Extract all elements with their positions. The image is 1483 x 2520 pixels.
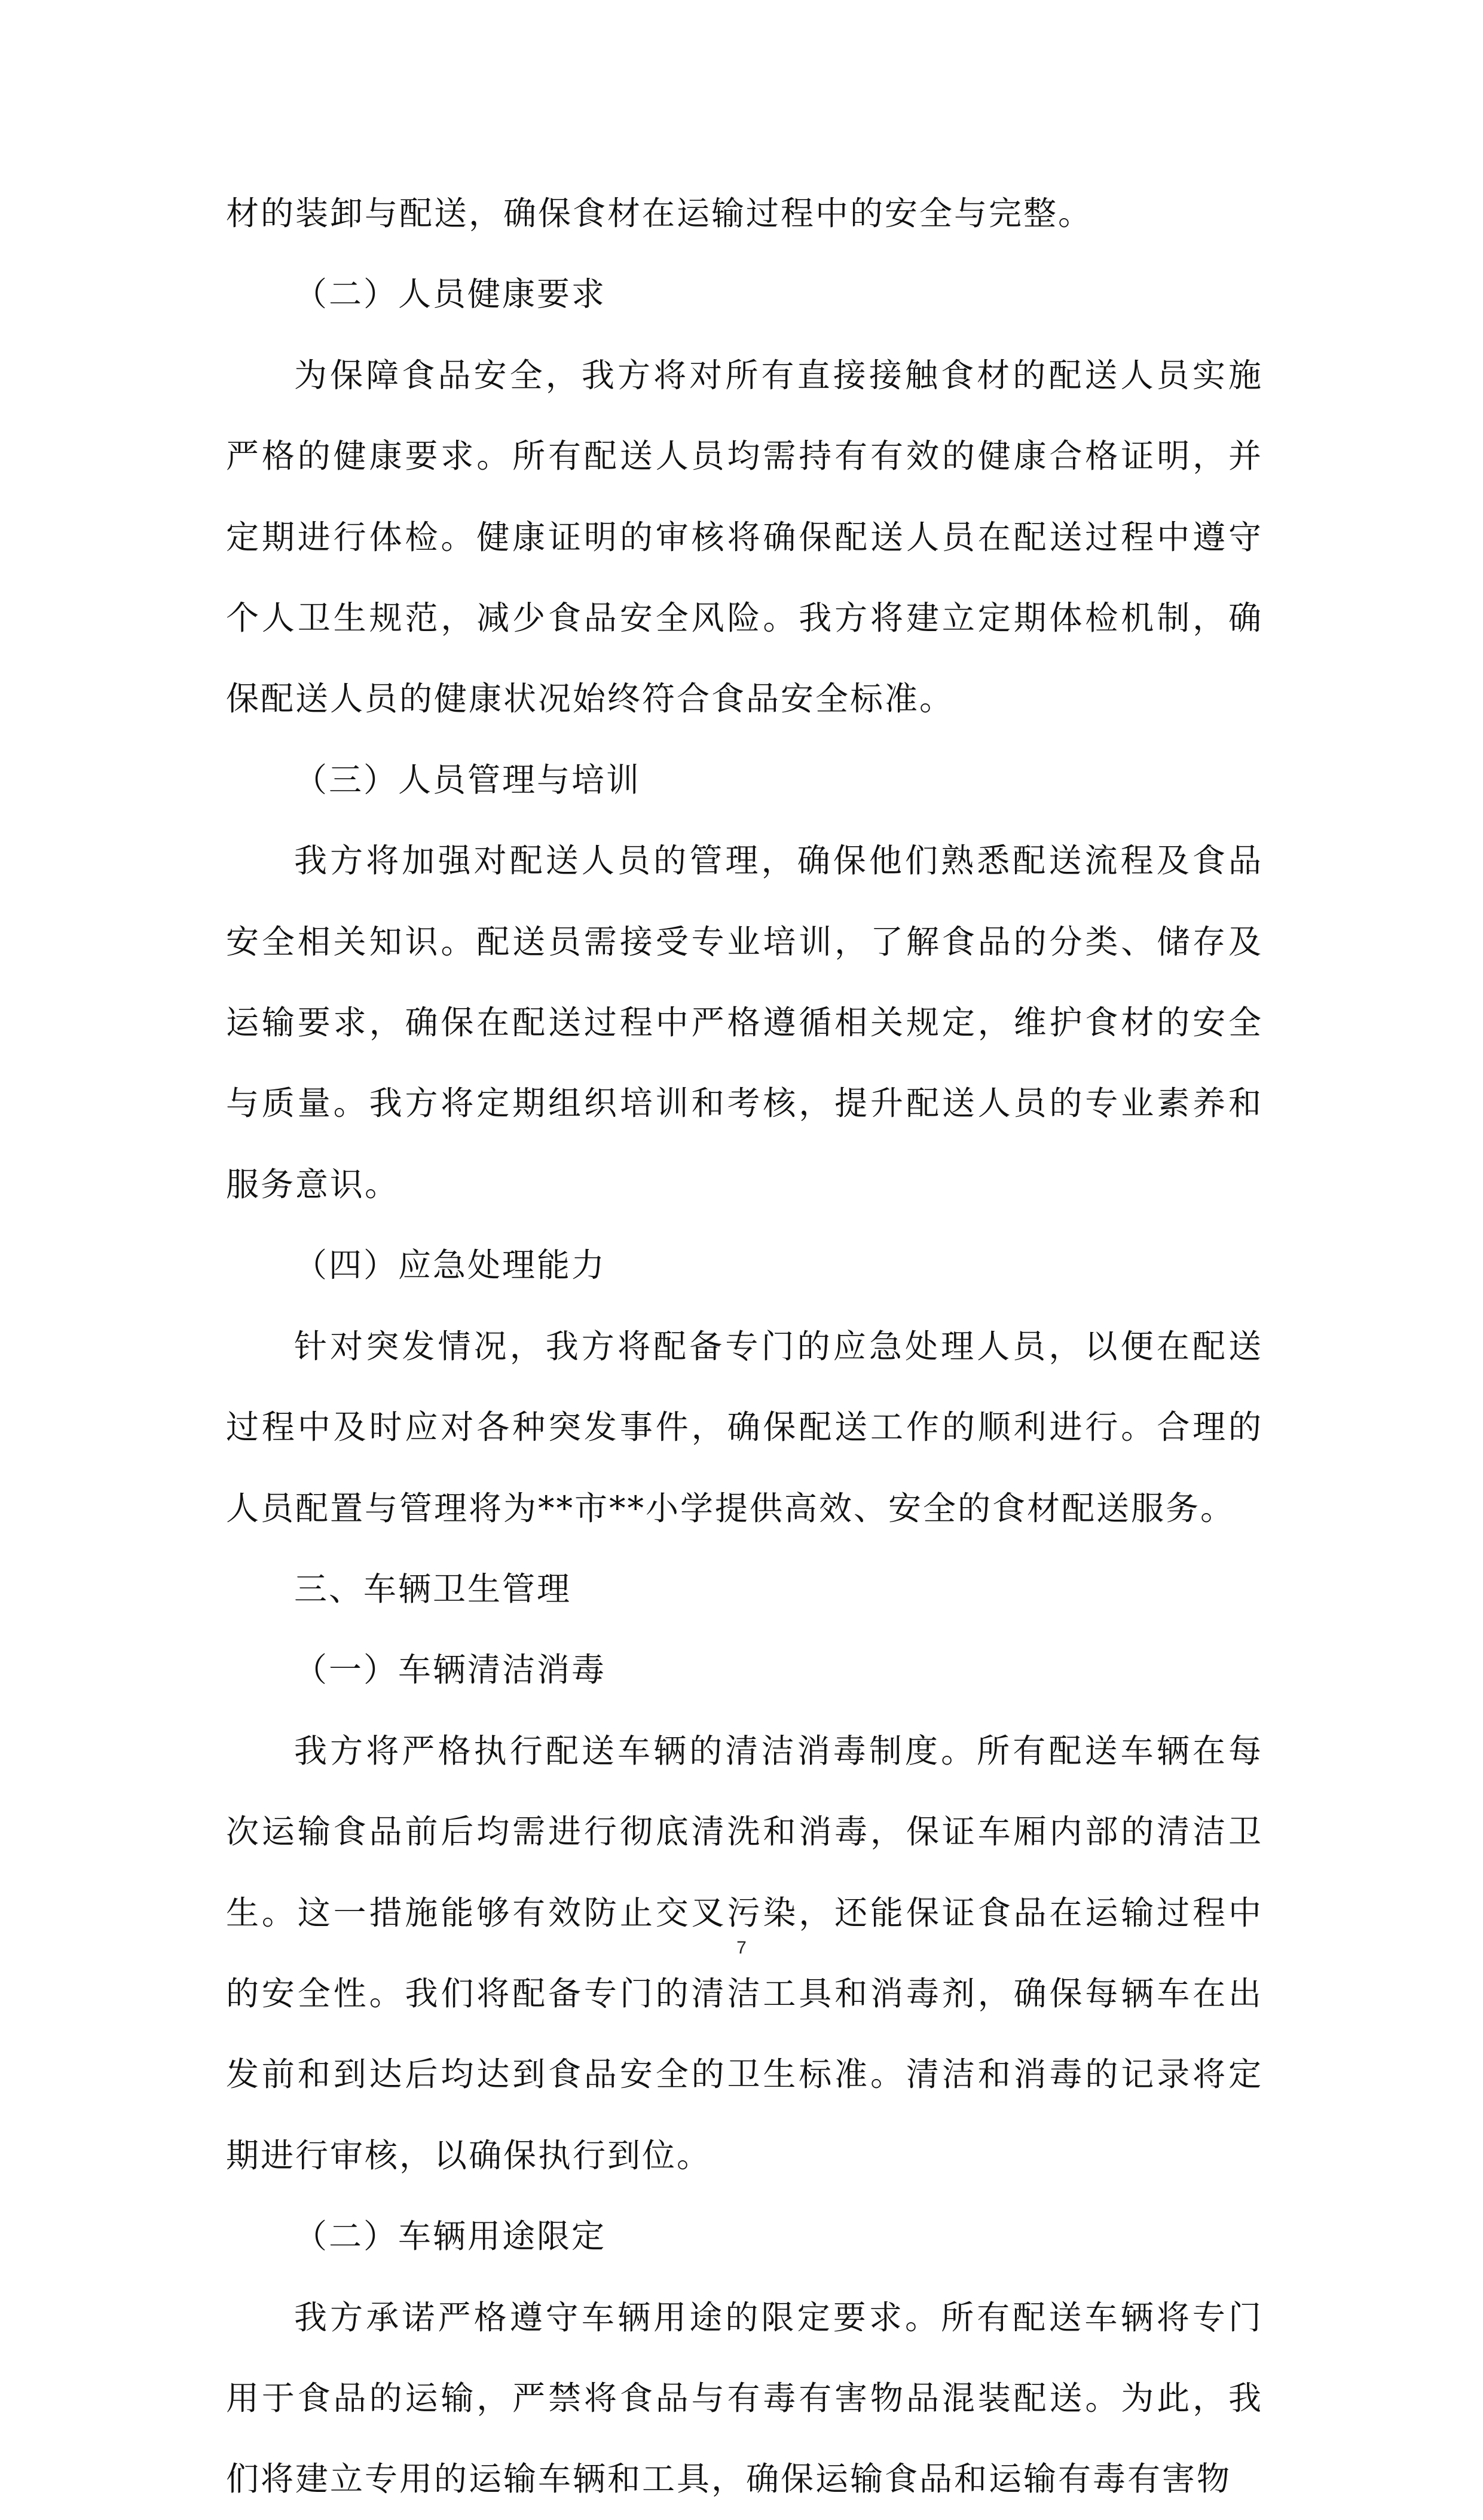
section-heading-cleaning: （一）车辆清洁消毒 [294,1651,607,1689]
section-heading-usage: （二）车辆用途限定 [294,2217,607,2256]
section-heading-management: （三）人员管理与培训 [294,760,641,799]
section-heading-emergency: （四）应急处理能力 [294,1246,607,1285]
paragraph-usage: 我方承诺严格遵守车辆用途的限定要求。所有配送车辆将专门用于食品的运输，严禁将食品与有毒有害物品混装配送。为此，我们将建立专用的运输车辆和工具，确保运输食品和运输有毒有害物 [226,2298,1263,2498]
paragraph-emergency: 针对突发情况，我方将配备专门的应急处理人员，以便在配送过程中及时应对各种突发事件，确保配送工作的顺利进行。合理的人员配置与管理将为**市**小学提供高效、安全的食材配送服务。 [226,1327,1263,1527]
paragraph-health: 为保障食品安全，我方将对所有直接接触食材的配送人员实施严格的健康要求。所有配送人员均需持有有效的健康合格证明，并定期进行体检。健康证明的审核将确保配送人员在配送过程中遵守个人卫生规范，减少食品安全风险。我方将建立定期体检机制，确保配送人员的健康状况始终符合食品安全标准。 [226,356,1263,718]
paragraph-cleaning: 我方将严格执行配送车辆的清洁消毒制度。所有配送车辆在每次运输食品前后均需进行彻底清洗和消毒，保证车厢内部的清洁卫生。这一措施能够有效防止交叉污染，还能保证食品在运输过程中的安全性。我们将配备专门的清洁工具和消毒剂，确保每辆车在出发前和到达后均达到食品安全的卫生标准。清洁和消毒的记录将定期进行审核，以确保执行到位。 [226,1731,1263,2175]
paragraph-continuation: 材的装卸与配送，确保食材在运输过程中的安全与完整。 [226,194,1093,232]
page-number: 7 [736,1938,747,1958]
paragraph-management: 我方将加强对配送人员的管理，确保他们熟悉配送流程及食品安全相关知识。配送员需接受专业培训，了解食品的分类、储存及运输要求，确保在配送过程中严格遵循相关规定，维护食材的安全与质量。我方将定期组织培训和考核，提升配送人员的专业素养和服务意识。 [226,841,1263,1204]
section-heading-health: （二）人员健康要求 [294,275,607,314]
chapter-heading-vehicle: 三、车辆卫生管理 [294,1569,572,1608]
document-body [226,173,1263,2520]
